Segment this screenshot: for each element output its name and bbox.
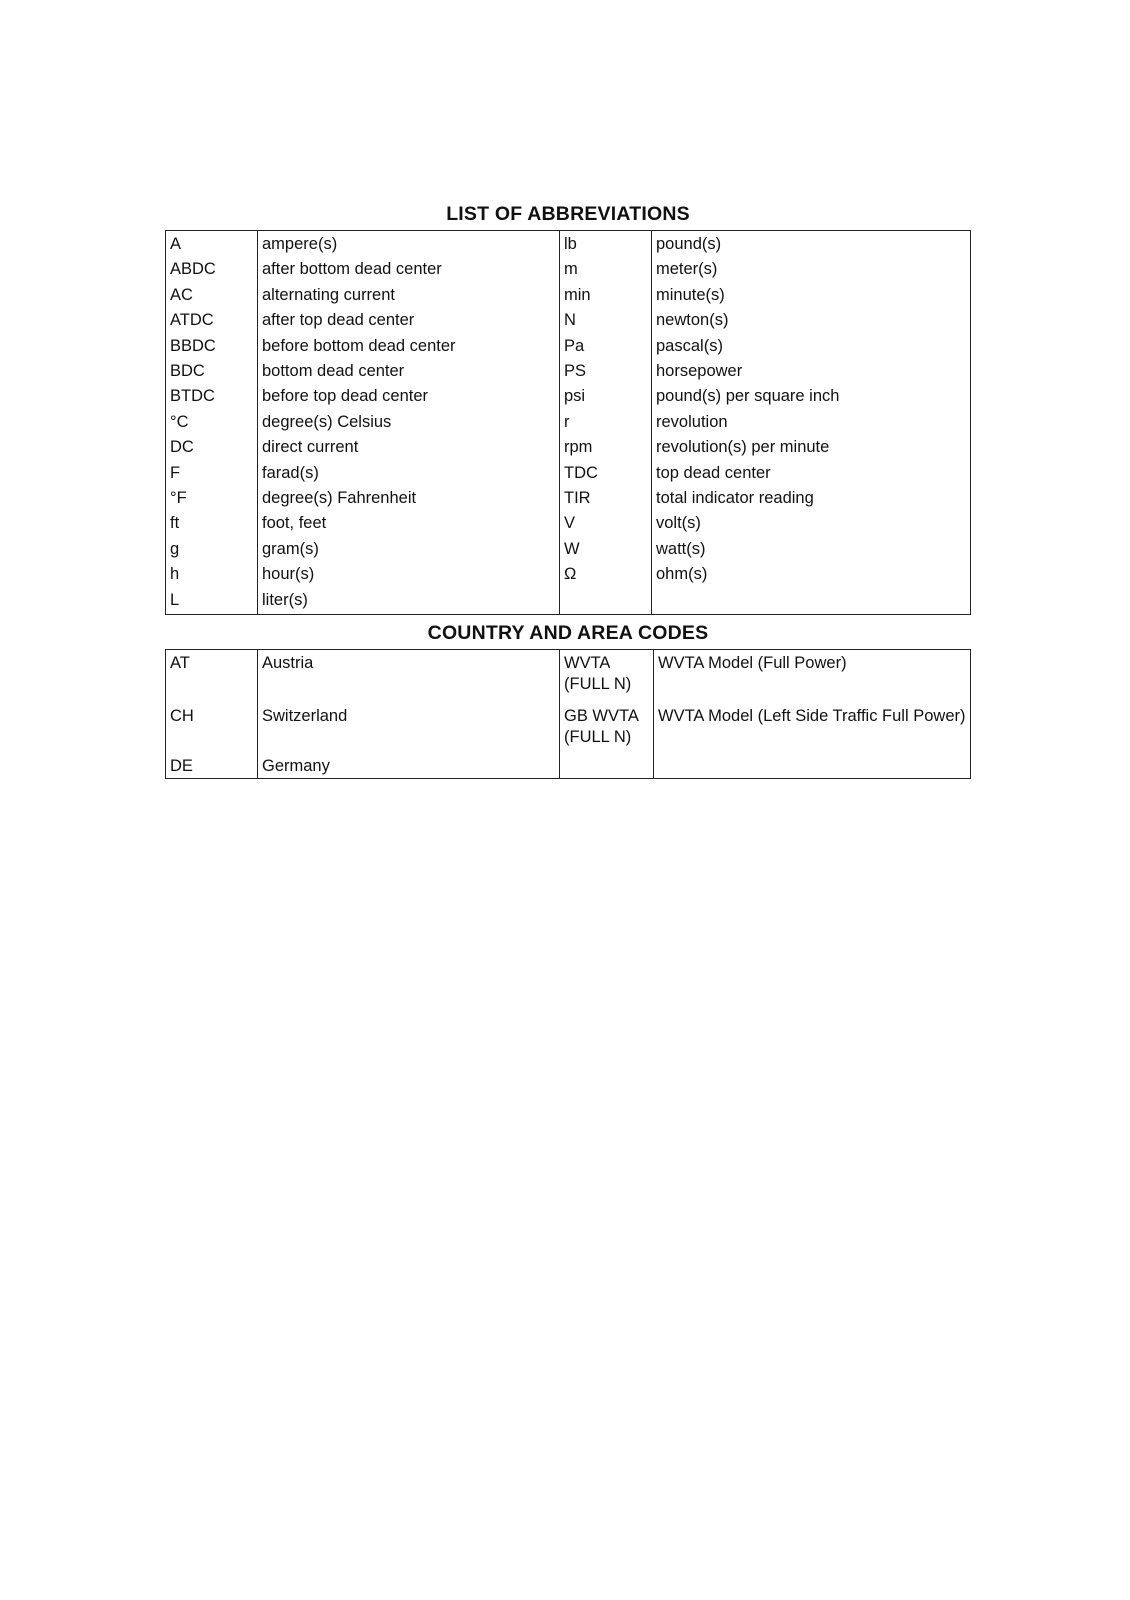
definition: pascal(s): [656, 336, 723, 355]
abbreviation: PS: [560, 359, 652, 384]
definition: revolution(s) per minute: [656, 438, 830, 457]
abbreviation: °F: [166, 486, 258, 511]
abbreviation: V: [560, 511, 652, 536]
definition: alternating current: [258, 283, 560, 308]
table-row: [166, 751, 971, 778]
model-code: WVTA (FULL N): [560, 650, 654, 699]
abbreviation: BDC: [166, 359, 258, 384]
definition: pound(s): [656, 235, 722, 253]
country-codes-table: [165, 649, 971, 779]
definition: hour(s): [258, 562, 560, 587]
definition: degree(s) Fahrenheit: [258, 486, 560, 511]
definition: revolution: [656, 412, 728, 431]
table-row: [166, 486, 971, 511]
country-name: Switzerland: [258, 698, 560, 751]
table-row: [166, 562, 971, 587]
definition: after bottom dead center: [258, 257, 560, 282]
abbreviation: ABDC: [166, 257, 258, 282]
abbreviation: N: [560, 308, 652, 333]
abbreviation: DC: [166, 435, 258, 460]
table-row: [166, 537, 971, 562]
abbreviation: BBDC: [166, 334, 258, 359]
table-row: [166, 511, 971, 536]
table-row: [166, 698, 971, 751]
model-description: WVTA Model (Full Power): [658, 654, 847, 672]
definition: degree(s) Celsius: [258, 410, 560, 435]
definition: [652, 588, 971, 615]
table-row: [166, 410, 971, 435]
abbreviation: min: [560, 283, 652, 308]
table-row: [166, 257, 971, 282]
abbreviation: m: [560, 257, 652, 282]
definition: newton(s): [656, 311, 729, 330]
country-code: CH: [166, 698, 258, 751]
abbreviation: lb: [560, 231, 652, 258]
abbreviation: TIR: [560, 486, 652, 511]
country-name: Austria: [258, 650, 560, 699]
abbreviation: F: [166, 461, 258, 486]
abbreviation: [560, 588, 652, 615]
abbreviation: W: [560, 537, 652, 562]
abbreviation: ATDC: [166, 308, 258, 333]
definition: farad(s): [258, 461, 560, 486]
model-code: GB WVTA (FULL N): [560, 698, 654, 751]
table-row: [166, 384, 971, 409]
definition: gram(s): [258, 537, 560, 562]
model-description: WVTA Model (Left Side Traffic Full Power): [658, 707, 966, 725]
model-description: [654, 751, 971, 778]
abbreviation: r: [560, 410, 652, 435]
definition: watt(s): [656, 539, 706, 558]
table-row: [166, 334, 971, 359]
definition: before top dead center: [258, 384, 560, 409]
abbreviation: ft: [166, 511, 258, 536]
abbreviation: psi: [560, 384, 652, 409]
definition: minute(s): [656, 285, 725, 304]
definition: after top dead center: [258, 308, 560, 333]
abbreviations-table: [165, 230, 971, 615]
table-row: [166, 435, 971, 460]
table-row: [166, 588, 971, 615]
model-code: [560, 751, 654, 778]
abbreviation: Pa: [560, 334, 652, 359]
abbreviation: TDC: [560, 461, 652, 486]
country-codes-title: COUNTRY AND AREA CODES: [427, 622, 709, 644]
definition: meter(s): [656, 260, 718, 279]
table-row: [166, 650, 971, 699]
table-row: [166, 359, 971, 384]
abbreviation: AC: [166, 283, 258, 308]
definition: top dead center: [656, 463, 771, 482]
abbreviation: BTDC: [166, 384, 258, 409]
table-row: [166, 308, 971, 333]
definition: pound(s) per square inch: [656, 387, 840, 406]
country-code: AT: [166, 650, 258, 699]
table-row: [166, 231, 971, 258]
abbreviation: rpm: [560, 435, 652, 460]
definition: direct current: [258, 435, 560, 460]
abbreviation: A: [166, 231, 258, 258]
abbreviation: Ω: [560, 562, 652, 587]
abbreviations-title: LIST OF ABBREVIATIONS: [446, 203, 690, 225]
definition: before bottom dead center: [258, 334, 560, 359]
definition: volt(s): [656, 514, 701, 533]
definition: horsepower: [656, 362, 743, 381]
country-name: Germany: [258, 751, 560, 778]
definition: liter(s): [258, 588, 560, 615]
definition: foot, feet: [258, 511, 560, 536]
table-row: [166, 283, 971, 308]
abbreviation: L: [166, 588, 258, 615]
abbreviation: °C: [166, 410, 258, 435]
abbreviation: g: [166, 537, 258, 562]
definition: ampere(s): [258, 231, 560, 258]
table-row: [166, 461, 971, 486]
country-code: DE: [166, 751, 258, 778]
definition: ohm(s): [656, 565, 708, 584]
definition: bottom dead center: [258, 359, 560, 384]
definition: total indicator reading: [656, 489, 814, 508]
abbreviation: h: [166, 562, 258, 587]
